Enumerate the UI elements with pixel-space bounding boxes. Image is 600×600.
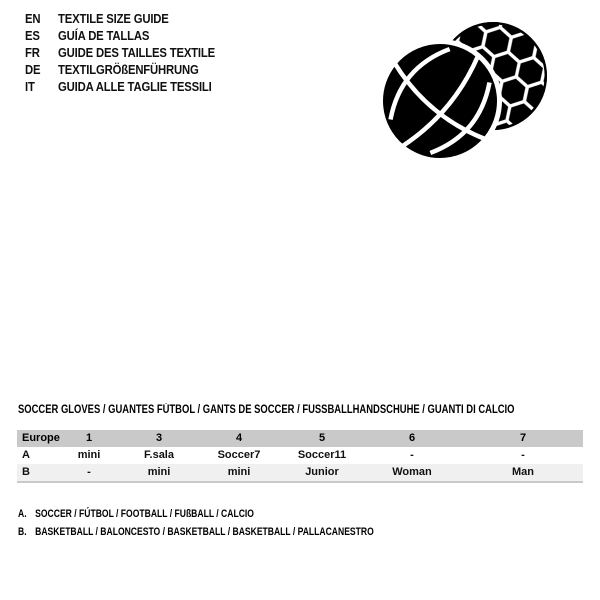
- table-row-b: [17, 464, 583, 481]
- language-row-en: [25, 10, 215, 27]
- table-cell: mini: [147, 466, 171, 478]
- size-table-title: SOCCER GLOVES / GUANTES FÚTBOL / GANTS DE SOCCER / FUSSBALLHANDSCHUHE / GUANTI DI CALCIO: [18, 404, 515, 416]
- language-code: IT: [25, 79, 35, 94]
- header-cell: 4: [235, 432, 243, 444]
- language-label: GUIDA ALLE TAGLIE TESSILI: [58, 79, 212, 94]
- table-cell: -: [410, 449, 414, 461]
- footnote-key: B.: [18, 526, 27, 538]
- language-label: TEXTILGRÖßENFÜHRUNG: [58, 62, 199, 77]
- header-cell-europe: Europe: [22, 432, 60, 444]
- language-label: TEXTILE SIZE GUIDE: [58, 11, 169, 26]
- header-cell: 7: [519, 432, 527, 444]
- table-cell: F.sala: [144, 449, 174, 461]
- table-cell: Soccer7: [217, 449, 261, 461]
- language-row-de: [25, 61, 215, 78]
- footnote-a: [18, 505, 374, 523]
- footnote-b: [18, 523, 374, 541]
- language-code: DE: [25, 62, 41, 77]
- header-cell: 5: [318, 432, 326, 444]
- row-label: A: [22, 449, 30, 461]
- table-cell: mini: [77, 449, 101, 461]
- language-code: ES: [25, 28, 40, 43]
- language-row-es: [25, 27, 215, 44]
- language-label: GUÍA DE TALLAS: [58, 28, 150, 43]
- table-cell: -: [521, 449, 525, 461]
- footnote-key: A.: [18, 508, 27, 520]
- size-table: [17, 430, 583, 483]
- language-row-it: [25, 78, 215, 95]
- header-cell: 1: [85, 432, 93, 444]
- table-cell: -: [87, 466, 91, 478]
- table-row-a: [17, 447, 583, 464]
- basketball-and-soccer-ball-icon: [370, 15, 560, 175]
- table-cell: Junior: [305, 466, 339, 478]
- table-cell: Man: [512, 466, 534, 478]
- language-label: GUIDE DES TAILLES TEXTILE: [58, 45, 215, 60]
- footnote-text: SOCCER / FÚTBOL / FOOTBALL / FUßBALL / CALCIO: [35, 508, 254, 520]
- footnotes: [18, 505, 474, 541]
- language-code: EN: [25, 11, 41, 26]
- header-cell: 6: [408, 432, 416, 444]
- table-header-row: [17, 430, 583, 447]
- row-label: B: [22, 466, 30, 478]
- language-code: FR: [25, 45, 40, 60]
- language-row-fr: [25, 44, 215, 61]
- table-cell: mini: [227, 466, 251, 478]
- footnote-text: BASKETBALL / BALONCESTO / BASKETBALL / BASKETBALL / PALLACANESTRO: [35, 526, 374, 538]
- table-cell: Woman: [392, 466, 432, 478]
- header-cell: 3: [155, 432, 163, 444]
- language-title-list: [25, 10, 243, 95]
- table-cell: Soccer11: [297, 449, 347, 461]
